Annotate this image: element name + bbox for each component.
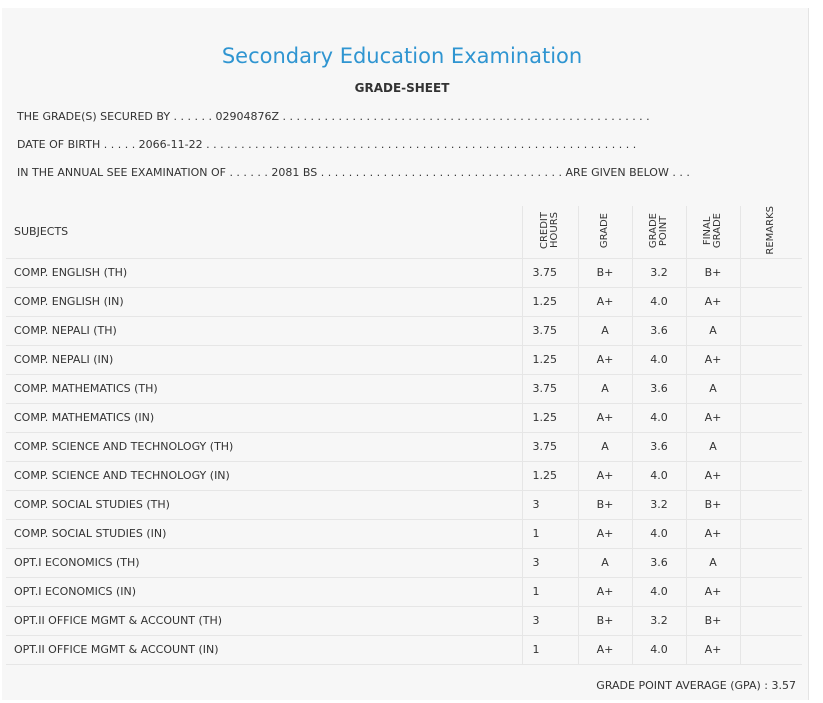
grade-cell: A+ — [578, 345, 632, 374]
subject-cell: OPT.II OFFICE MGMT & ACCOUNT (TH) — [6, 606, 522, 635]
table-row — [6, 316, 802, 345]
header-final-grade — [686, 206, 740, 258]
credit-cell: 1.25 — [522, 403, 578, 432]
remarks-cell — [740, 519, 802, 548]
final-grade-cell: A+ — [686, 635, 740, 664]
grade-point-cell: 4.0 — [632, 577, 686, 606]
grade-point-cell: 4.0 — [632, 403, 686, 432]
header-grade-label: GRADE — [599, 212, 610, 248]
header-grade — [578, 206, 632, 258]
grade-point-cell: 3.2 — [632, 606, 686, 635]
grade-point-cell: 3.2 — [632, 258, 686, 287]
grade-point-cell: 4.0 — [632, 287, 686, 316]
credit-cell: 1.25 — [522, 287, 578, 316]
credit-cell: 3 — [522, 490, 578, 519]
credit-cell: 1 — [522, 577, 578, 606]
subject-cell: COMP. SOCIAL STUDIES (IN) — [6, 519, 522, 548]
header-grade-point-label: GRADE POINT — [648, 212, 669, 248]
grade-cell: A — [578, 548, 632, 577]
final-grade-cell: A — [686, 374, 740, 403]
header-credit-hours — [522, 206, 578, 258]
credit-cell: 3 — [522, 606, 578, 635]
grade-point-cell: 3.6 — [632, 374, 686, 403]
credit-cell: 1.25 — [522, 345, 578, 374]
remarks-cell — [740, 374, 802, 403]
remarks-cell — [740, 287, 802, 316]
remarks-cell — [740, 316, 802, 345]
final-grade-cell: A+ — [686, 403, 740, 432]
grade-cell: A+ — [578, 519, 632, 548]
info-secured-by: THE GRADE(S) SECURED BY . . . . . . 02904876Z . . . . . . . . . . . . . . . . . . . . . . . . . . . . . . . . . . . . . . . . . . . . . . . . . . . . . — [17, 110, 650, 123]
table-row — [6, 403, 802, 432]
subject-cell: COMP. ENGLISH (TH) — [6, 258, 522, 287]
subject-cell: COMP. MATHEMATICS (TH) — [6, 374, 522, 403]
info-date-of-birth: DATE OF BIRTH . . . . . 2066-11-22 . . . . . . . . . . . . . . . . . . . . . . . . . . . . . . . . . . . . . . . . . . . . . . . . . . . . . . . . . . . . . . — [17, 138, 637, 151]
table-row — [6, 577, 802, 606]
credit-cell: 1.25 — [522, 461, 578, 490]
final-grade-cell: A — [686, 432, 740, 461]
table-row — [6, 635, 802, 664]
remarks-cell — [740, 432, 802, 461]
grade-cell: A+ — [578, 461, 632, 490]
remarks-cell — [740, 490, 802, 519]
grade-point-cell: 4.0 — [632, 461, 686, 490]
grade-cell: B+ — [578, 606, 632, 635]
table-row — [6, 432, 802, 461]
credit-cell: 3 — [522, 548, 578, 577]
final-grade-cell: A+ — [686, 287, 740, 316]
grade-point-cell: 3.2 — [632, 490, 686, 519]
subject-cell: OPT.I ECONOMICS (IN) — [6, 577, 522, 606]
final-grade-cell: B+ — [686, 258, 740, 287]
subject-cell: OPT.I ECONOMICS (TH) — [6, 548, 522, 577]
table-row — [6, 461, 802, 490]
grade-point-cell: 3.6 — [632, 548, 686, 577]
credit-cell: 3.75 — [522, 374, 578, 403]
credit-cell: 3.75 — [522, 316, 578, 345]
table-row — [6, 345, 802, 374]
remarks-cell — [740, 258, 802, 287]
final-grade-cell: A — [686, 548, 740, 577]
final-grade-cell: B+ — [686, 490, 740, 519]
page-title: Secondary Education Examination — [221, 44, 583, 68]
final-grade-cell: B+ — [686, 606, 740, 635]
remarks-cell — [740, 548, 802, 577]
remarks-cell — [740, 345, 802, 374]
table-row — [6, 519, 802, 548]
remarks-cell — [740, 606, 802, 635]
grade-cell: B+ — [578, 258, 632, 287]
grade-point-cell: 3.6 — [632, 432, 686, 461]
subject-cell: COMP. SOCIAL STUDIES (TH) — [6, 490, 522, 519]
credit-cell: 1 — [522, 519, 578, 548]
remarks-cell — [740, 577, 802, 606]
subject-cell: COMP. NEPALI (TH) — [6, 316, 522, 345]
grade-cell: A — [578, 316, 632, 345]
grade-cell: A — [578, 432, 632, 461]
final-grade-cell: A+ — [686, 519, 740, 548]
table-header-row — [6, 206, 802, 258]
grade-point-cell: 4.0 — [632, 519, 686, 548]
final-grade-cell: A+ — [686, 577, 740, 606]
remarks-cell — [740, 635, 802, 664]
final-grade-cell: A — [686, 316, 740, 345]
final-grade-cell: A+ — [686, 345, 740, 374]
subject-cell: OPT.II OFFICE MGMT & ACCOUNT (IN) — [6, 635, 522, 664]
grade-sheet — [2, 8, 809, 700]
grade-cell: A+ — [578, 577, 632, 606]
grade-point-cell: 4.0 — [632, 635, 686, 664]
subject-cell: COMP. ENGLISH (IN) — [6, 287, 522, 316]
subject-cell: COMP. SCIENCE AND TECHNOLOGY (IN) — [6, 461, 522, 490]
table-row — [6, 258, 802, 287]
grades-table — [6, 206, 802, 665]
credit-cell: 3.75 — [522, 432, 578, 461]
grade-cell: A — [578, 374, 632, 403]
header-credit-hours-label: CREDIT HOURS — [539, 211, 560, 249]
remarks-cell — [740, 461, 802, 490]
grade-cell: A+ — [578, 635, 632, 664]
header-subjects: SUBJECTS — [6, 206, 522, 258]
subject-cell: COMP. MATHEMATICS (IN) — [6, 403, 522, 432]
table-row — [6, 606, 802, 635]
credit-cell: 1 — [522, 635, 578, 664]
credit-cell: 3.75 — [522, 258, 578, 287]
header-remarks — [740, 206, 802, 258]
gpa-summary: GRADE POINT AVERAGE (GPA) : 3.57 — [596, 679, 796, 692]
remarks-cell — [740, 403, 802, 432]
table-row — [6, 374, 802, 403]
header-remarks-label: REMARKS — [765, 206, 777, 255]
header-grade-point — [632, 206, 686, 258]
table-row — [6, 287, 802, 316]
table-row — [6, 490, 802, 519]
final-grade-cell: A+ — [686, 461, 740, 490]
header-final-grade-label: FINAL GRADE — [702, 212, 723, 248]
info-exam: IN THE ANNUAL SEE EXAMINATION OF . . . . . . 2081 BS . . . . . . . . . . . . . . . . . . . . . . . . . . . . . . . . . . . ARE GIVEN BELOW . . . — [17, 166, 690, 179]
grade-cell: A+ — [578, 287, 632, 316]
grade-cell: A+ — [578, 403, 632, 432]
grade-cell: B+ — [578, 490, 632, 519]
subject-cell: COMP. NEPALI (IN) — [6, 345, 522, 374]
page-subtitle: GRADE-SHEET — [354, 81, 450, 95]
grade-point-cell: 3.6 — [632, 316, 686, 345]
table-row — [6, 548, 802, 577]
subject-cell: COMP. SCIENCE AND TECHNOLOGY (TH) — [6, 432, 522, 461]
grade-point-cell: 4.0 — [632, 345, 686, 374]
